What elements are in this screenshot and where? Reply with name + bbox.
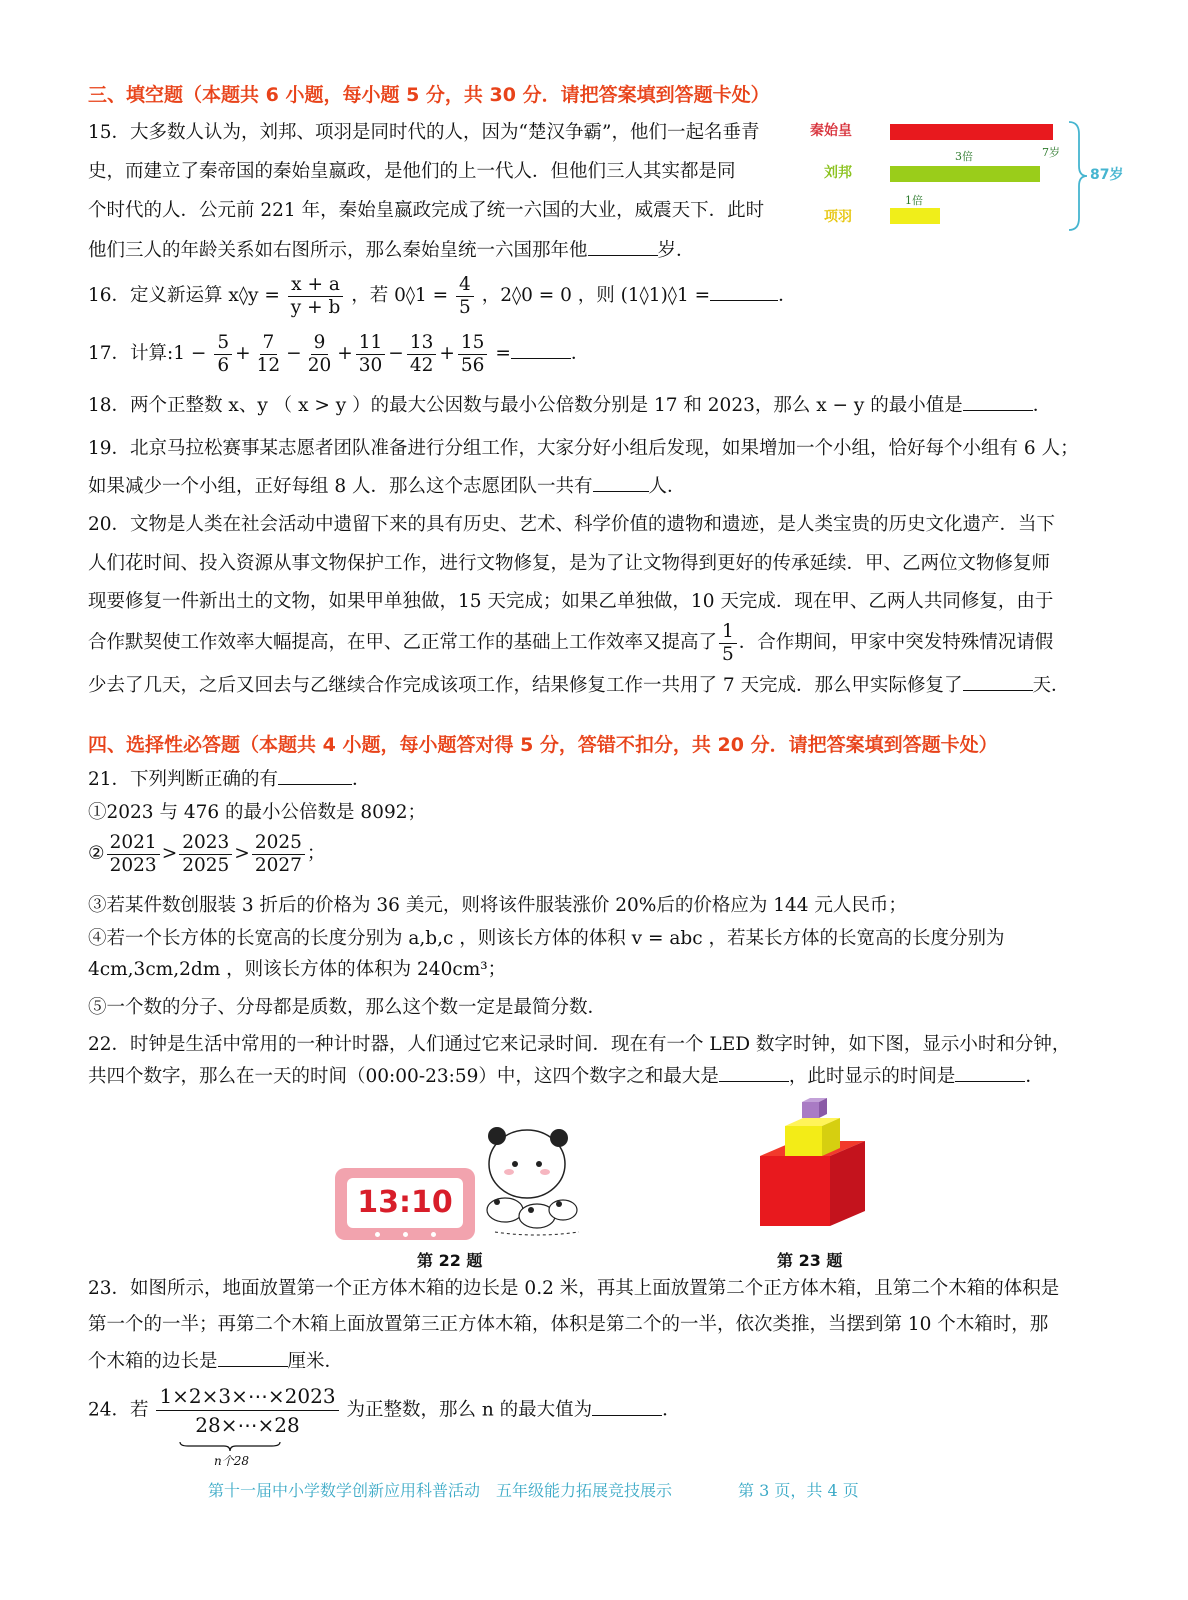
q21-item-4a: ④若一个长方体的长宽高的长度分别为 a,b,c ，则该长方体的体积 v = abc ，若某长方体的长宽高的长度分别为 — [88, 928, 1005, 949]
q16-fraction-def — [288, 274, 344, 319]
q16-answer-blank[interactable] — [710, 282, 778, 301]
clock-dot-3 — [431, 1232, 436, 1237]
q24-answer-blank[interactable] — [592, 1397, 662, 1416]
q21-frac-1 — [107, 832, 160, 877]
q20-line-4 — [88, 618, 1053, 668]
q17 — [88, 330, 589, 378]
q17-equals: = — [495, 343, 511, 364]
q17-denominator: 6 — [217, 354, 230, 376]
q17-operator: − — [388, 343, 404, 364]
q20-line-3: 现要修复一件新出土的文物，如果甲单独做，15 天完成；如果乙单独做，10 天完成．现在甲、乙两人共同修复，由于 — [88, 591, 1054, 612]
q17-denominator: 30 — [358, 354, 383, 376]
q18-answer-blank[interactable] — [963, 392, 1033, 411]
q15-unit: 岁． — [657, 240, 695, 261]
q16 — [88, 272, 797, 320]
q17-numerator: 11 — [356, 332, 386, 355]
q17-denominator: 56 — [460, 354, 485, 376]
q21-gt-1: > — [161, 843, 178, 864]
bar-liubang — [890, 166, 1040, 182]
bar-xiangyu — [890, 208, 940, 224]
q19-line-1: 19．北京马拉松赛事某志愿者团队准备进行分组工作，大家分好小组后发现，如果增加一个小组，恰好每个小组有 6 人； — [88, 438, 1079, 459]
q24-numerator: 1×2×3×⋯×2023 — [156, 1382, 338, 1411]
q21-frac-1-num: 2021 — [107, 832, 160, 855]
q17-end: ． — [570, 343, 590, 364]
q21-frac-3-den: 2027 — [254, 854, 302, 876]
right-brace-icon — [1065, 120, 1089, 232]
q21-item-5: ⑤一个数的分子、分母都是质数，那么这个数一定是最简分数． — [88, 997, 607, 1018]
q23-line-2: 第一个的一半；再第二个木箱上面放置第三正方体木箱，体积是第二个的一半，依次类推，当摆到第 10 个木箱时，那 — [88, 1314, 1049, 1335]
note-3x: 3倍 — [955, 150, 973, 163]
q21-frac-3 — [252, 832, 305, 877]
q23-line-1: 23．如图所示，地面放置第一个正方体木箱的边长是 0.2 米，再其上面放置第二个正方体木箱，且第二个木箱的体积是 — [88, 1278, 1060, 1299]
q17-fraction — [214, 332, 232, 377]
q18-text: 18．两个正整数 x、y （ x > y ）的最大公因数与最小公倍数分别是 17 和 2023，那么 x − y 的最小值是 — [88, 395, 963, 416]
q17-terms — [212, 331, 489, 376]
q24 — [88, 1382, 681, 1439]
q17-numerator: 7 — [260, 332, 278, 355]
q20-line-5 — [88, 672, 1070, 699]
label-xiangyu: 项羽 — [824, 209, 852, 225]
q16-prefix: 16．定义新运算 x◊y = — [88, 285, 280, 306]
q21-item-2 — [88, 830, 325, 878]
q17-numerator: 15 — [458, 332, 488, 355]
q21-gt-2: > — [234, 843, 250, 864]
q20-line-1: 20．文物是人类在社会活动中遗留下来的具有历史、艺术、科学价值的遗物和遗迹，是人类宝贵的历史文化遗产．当下 — [88, 514, 1056, 535]
q16-mid1: ，若 0◊1 = — [351, 285, 449, 306]
q23-line-3 — [88, 1348, 343, 1375]
q15-line-4 — [88, 237, 695, 264]
q22-text-a: 共四个数字，那么在一天的时间（00:00-23:59）中，这四个数字之和最大是 — [88, 1066, 719, 1087]
q22-end: ． — [1025, 1066, 1044, 1087]
q21-item-3: ③若某件数创服装 3 折后的价格为 36 美元，则将该件服装涨价 20%后的价格应为 144 元人民币； — [88, 895, 907, 916]
q17-numerator: 13 — [407, 332, 437, 355]
q19-line-2 — [88, 473, 686, 500]
q21-item-1: ①2023 与 476 的最小公倍数是 8092； — [88, 802, 426, 823]
footer-title: 第十一届中小学数学创新应用科普活动 五年级能力拓展竞技展示 — [208, 1481, 673, 1500]
q17-fraction — [458, 332, 488, 377]
q15-answer-blank[interactable] — [588, 237, 658, 256]
q16-f-num: x + a — [288, 274, 343, 297]
stacked-cubes-icon — [755, 1086, 875, 1236]
q24-end: ． — [662, 1399, 681, 1421]
q17-fraction — [356, 332, 386, 377]
q21-semicolon: ； — [306, 843, 326, 864]
q24-denominator: 28×⋯×28 — [195, 1413, 300, 1437]
q21-answer-blank[interactable] — [278, 766, 352, 785]
q17-numerator: 5 — [214, 332, 232, 355]
q20-fraction — [719, 621, 737, 666]
q24-suffix: 为正整数，那么 n 的最大值为 — [346, 1399, 593, 1421]
clock-dot-2 — [403, 1232, 408, 1237]
note-7-years: 7岁 — [1042, 146, 1060, 159]
q20-answer-blank[interactable] — [963, 672, 1033, 691]
q16-g-den: 5 — [459, 296, 471, 318]
q23-unit: 厘米． — [287, 1351, 344, 1372]
q16-end: ． — [778, 285, 797, 306]
q17-operator: − — [286, 343, 302, 364]
q17-fraction — [407, 332, 437, 377]
q18-end: ． — [1032, 395, 1052, 416]
underbrace-icon — [178, 1440, 282, 1452]
q22-answer-blank-2[interactable] — [955, 1063, 1025, 1082]
q21-frac-1-den: 2023 — [109, 854, 157, 876]
q15-line-2: 史，而建立了秦帝国的秦始皇嬴政，是他们的上一代人．但他们三人其实都是同 — [88, 161, 736, 182]
q17-denominator: 20 — [307, 354, 332, 376]
q17-operator: + — [235, 343, 251, 364]
q17-answer-blank[interactable] — [511, 340, 571, 359]
q22-figure — [335, 1120, 590, 1270]
label-qinshihuang: 秦始皇 — [810, 123, 852, 139]
q18 — [88, 392, 1051, 419]
q17-prefix: 17．计算:1 − — [88, 343, 207, 364]
bar-qinshihuang — [890, 124, 1053, 140]
q21-frac-2-den: 2025 — [182, 854, 230, 876]
q17-operator: + — [439, 343, 455, 364]
q21-item-4b: 4cm,3cm,2dm ，则该长方体的体积为 240cm³； — [88, 959, 507, 980]
q24-brace-label: n个28 — [214, 1454, 249, 1468]
q17-denominator: 42 — [409, 354, 434, 376]
section-3-title: 三、填空题（本题共 6 小题，每小题 5 分，共 30 分．请把答案填到答题卡处） — [88, 84, 770, 106]
q20-unit: 天． — [1032, 675, 1070, 696]
q20-text-5: 少去了几天，之后又回去与乙继续合作完成该项工作，结果修复工作一共用了 7 天完成．那么甲实际修复了 — [88, 675, 963, 696]
clock-dot-1 — [375, 1232, 380, 1237]
q22-caption: 第 22 题 — [417, 1251, 483, 1270]
q22-line-2 — [88, 1063, 1044, 1090]
label-liubang: 刘邦 — [824, 165, 852, 181]
q15-line-3: 个时代的人．公元前 221 年，秦始皇嬴政完成了统一六国的大业，威震天下．此时 — [88, 200, 765, 221]
q17-fraction — [305, 332, 335, 377]
q23-answer-blank[interactable] — [218, 1348, 288, 1367]
q21-frac-3-num: 2025 — [252, 832, 305, 855]
q20-frac-den: 5 — [722, 643, 734, 665]
q21-stem — [88, 766, 371, 793]
q16-g-num: 4 — [456, 274, 474, 297]
note-1x: 1倍 — [905, 194, 923, 207]
q23-figure — [755, 1086, 875, 1270]
q19-answer-blank[interactable] — [593, 473, 649, 492]
q22-answer-blank-1[interactable] — [719, 1063, 789, 1082]
q24-prefix: 24．若 — [88, 1399, 149, 1421]
q21-frac-2-num: 2023 — [179, 832, 232, 855]
section-4-title: 四、选择性必答题（本题共 4 小题，每小题答对得 5 分，答错不扣分，共 20 分．请把答案填到答题卡处） — [88, 734, 998, 756]
panda-mascot-icon — [475, 1120, 587, 1240]
footer-page-number: 第 3 页，共 4 页 — [738, 1481, 859, 1500]
q20-line-2: 人们花时间、投入资源从事文物保护工作，进行文物修复，是为了让文物得到更好的传承延续．甲、乙两位文物修复师 — [88, 553, 1051, 574]
q17-fraction — [254, 332, 284, 377]
q21-text: 21．下列判断正确的有 — [88, 769, 279, 790]
q15-line-1: 15．大多数人认为，刘邦、项羽是同时代的人，因为“楚汉争霸”，他们一起名垂青 — [88, 122, 760, 143]
q21-end: ． — [352, 769, 371, 790]
q16-mid2: ，2◊0 = 0 ，则 (1◊1)◊1 = — [481, 285, 711, 306]
q23-caption: 第 23 题 — [777, 1251, 843, 1270]
q17-operator: + — [337, 343, 353, 364]
q16-f-den: y + b — [290, 296, 341, 318]
q22-text-b: ，此时显示的时间是 — [788, 1066, 956, 1087]
q20-frac-num: 1 — [719, 621, 737, 644]
q22-line-1: 22．时钟是生活中常用的一种计时器，人们通过它来记录时间．现在有一个 LED 数字时钟，如下图，显示小时和分钟， — [88, 1034, 1071, 1055]
q24-fraction — [156, 1382, 338, 1439]
q21-item-2-mark: ② — [88, 843, 105, 864]
q15-text: 他们三人的年龄关系如右图所示，那么秦始皇统一六国那年他 — [88, 240, 588, 261]
q20-text-4a: 合作默契使工作效率大幅提高，在甲、乙正常工作的基础上工作效率又提高了 — [88, 632, 718, 653]
q19-unit: 人． — [648, 476, 686, 497]
age-bar-chart — [810, 112, 1140, 232]
q23-text: 个木箱的边长是 — [88, 1351, 218, 1372]
q17-numerator: 9 — [311, 332, 329, 355]
label-total-87: 87岁 — [1090, 167, 1124, 183]
q19-text: 如果减少一个小组，正好每组 8 人．那么这个志愿团队一共有 — [88, 476, 593, 497]
q16-fraction-value — [456, 274, 474, 319]
q20-text-4b: ．合作期间，甲家中突发特殊情况请假 — [738, 632, 1054, 653]
led-clock-display: 13:10 — [347, 1178, 463, 1228]
q17-denominator: 12 — [256, 354, 281, 376]
q21-frac-2 — [179, 832, 232, 877]
